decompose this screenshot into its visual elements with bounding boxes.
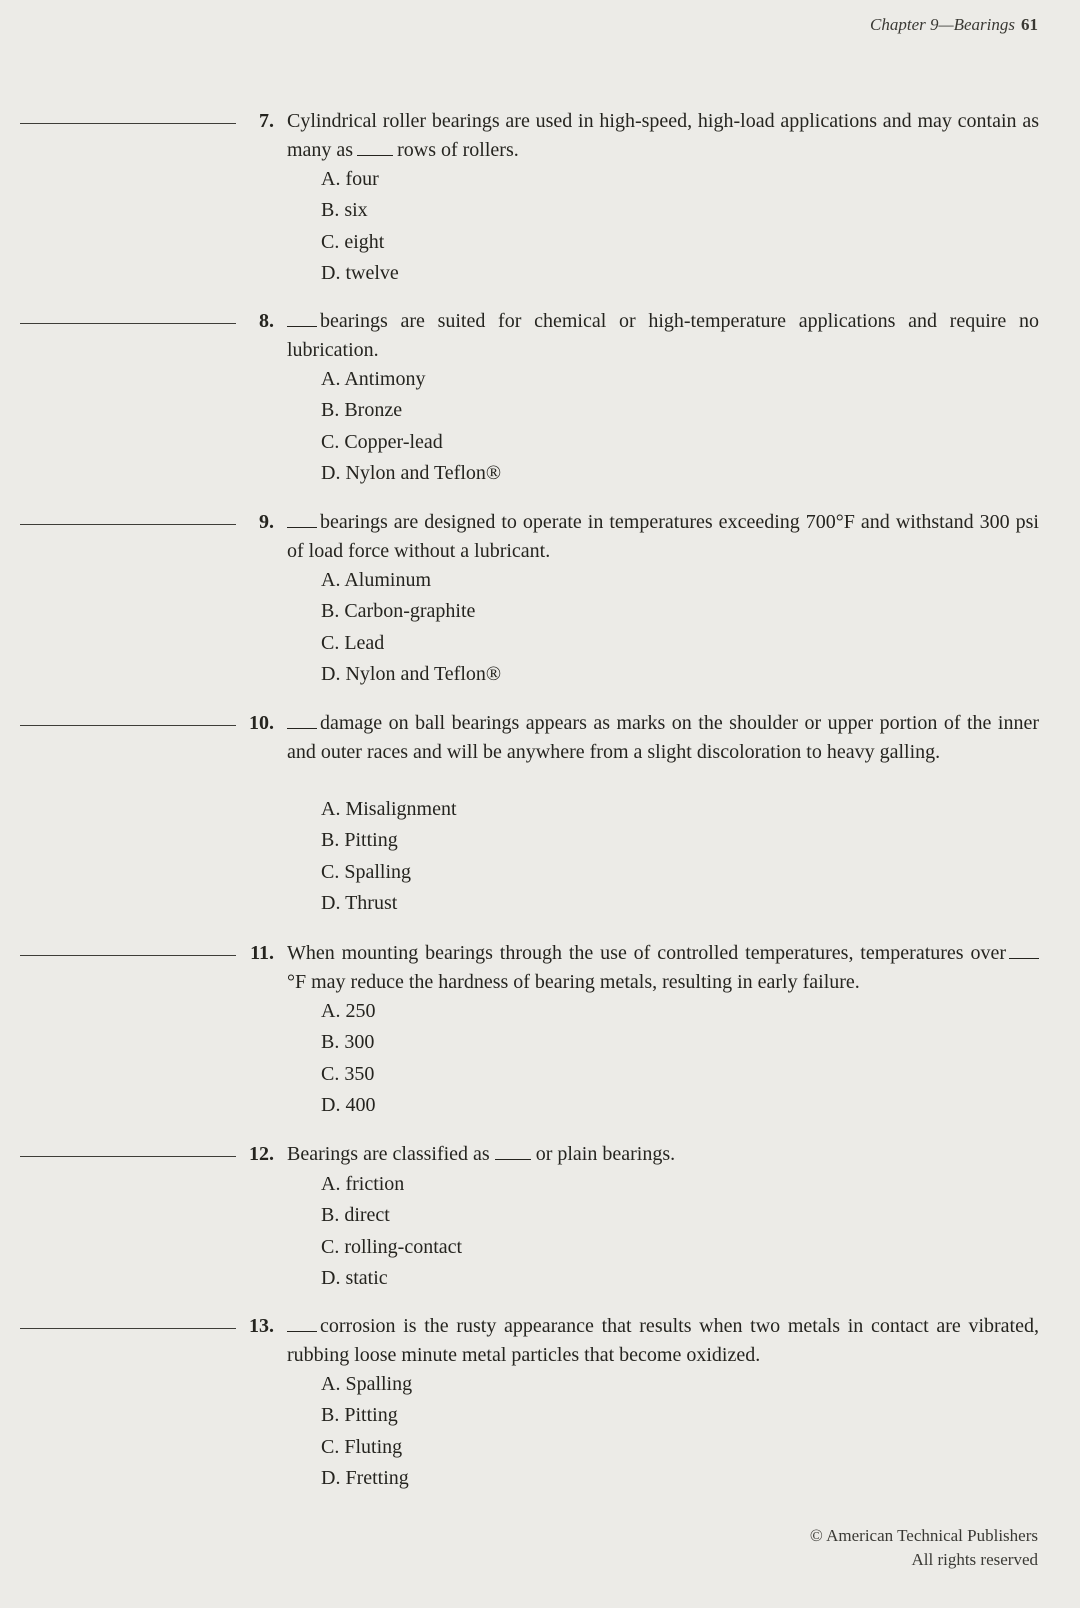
fill-blank	[287, 728, 317, 729]
question-text-after: corrosion is the rusty appearance that results when two metals in contact are vibrated, rubbing loose minute metal particles that become oxidized.	[287, 1315, 1039, 1366]
option-d: D. 400	[321, 1093, 376, 1116]
option-c: C. eight	[321, 230, 385, 253]
question-text-after: or plain bearings.	[535, 1143, 676, 1165]
fill-blank	[287, 527, 317, 528]
options-list	[321, 364, 501, 489]
answer-line[interactable]	[20, 1156, 236, 1157]
answer-line[interactable]	[20, 123, 236, 124]
answer-line[interactable]	[20, 1328, 236, 1329]
fill-blank	[495, 1159, 531, 1160]
question-text-after: °F may reduce the hardness of bearing metals, resulting in early failure.	[287, 970, 860, 993]
option-c: C. Fluting	[321, 1435, 403, 1458]
option-d: D. Nylon and Teflon®	[321, 662, 502, 685]
question-text	[287, 939, 1039, 996]
question-text	[287, 307, 1039, 364]
question-text-before: Cylindrical roller bearings are used in high-speed, high-load applications and may contain as many as	[287, 110, 1039, 161]
option-b: B. Pitting	[321, 1404, 398, 1427]
option-b: B. Carbon-graphite	[321, 600, 476, 623]
question-number: 8.	[259, 310, 274, 332]
option-b: B. Bronze	[321, 399, 403, 422]
answer-line[interactable]	[20, 524, 236, 525]
option-a: A. Antimony	[321, 368, 426, 390]
option-a: A. 250	[321, 1000, 376, 1022]
option-a: A. Spalling	[321, 1373, 413, 1395]
option-d: D. twelve	[321, 261, 399, 284]
question-text-before: When mounting bearings through the use of controlled temperatures, temperatures over	[287, 942, 1006, 964]
option-d: D. Fretting	[321, 1466, 409, 1489]
question-text	[287, 1312, 1039, 1369]
option-d: D. static	[321, 1266, 388, 1289]
question-text	[287, 709, 1039, 766]
fill-blank	[1009, 958, 1039, 959]
copyright-notice: © American Technical Publishers	[809, 1526, 1038, 1545]
question-text	[287, 508, 1039, 565]
question-number: 11.	[250, 942, 274, 964]
options-list	[321, 996, 375, 1121]
options-list	[321, 1369, 412, 1494]
question-text	[287, 107, 1039, 164]
options-list	[321, 1169, 462, 1294]
question-number: 10.	[249, 712, 274, 734]
option-a: A. four	[321, 168, 379, 190]
option-b: B. Pitting	[321, 829, 398, 852]
option-d: D. Nylon and Teflon®	[321, 461, 502, 484]
option-c: C. rolling-contact	[321, 1235, 463, 1258]
question-text	[287, 1140, 1039, 1169]
option-b: B. direct	[321, 1204, 390, 1227]
question-number: 7.	[259, 110, 274, 132]
answer-line[interactable]	[20, 955, 236, 956]
question-text-after: damage on ball bearings appears as marks on the shoulder or upper portion of the inner and outer races and will be anywhere from a slight discoloration to heavy galling.	[287, 712, 1039, 763]
rights-notice: All rights reserved	[911, 1550, 1038, 1569]
answer-line[interactable]	[20, 323, 236, 324]
options-list	[321, 565, 501, 690]
option-c: C. Spalling	[321, 860, 412, 883]
question-number: 12.	[249, 1143, 274, 1165]
options-list	[321, 794, 457, 919]
question-text-before: Bearings are classified as	[287, 1143, 490, 1165]
option-d: D. Thrust	[321, 891, 398, 914]
chapter-title: Chapter 9—Bearings	[870, 15, 1015, 34]
question-text-after: bearings are suited for chemical or high-temperature applications and require no lubrication.	[287, 310, 1039, 361]
option-c: C. Copper-lead	[321, 430, 443, 453]
options-list	[321, 164, 399, 289]
option-b: B. 300	[321, 1031, 375, 1054]
answer-line[interactable]	[20, 725, 236, 726]
option-c: C. 350	[321, 1062, 375, 1085]
option-a: A. friction	[321, 1173, 405, 1195]
option-c: C. Lead	[321, 631, 385, 654]
question-text-after: rows of rollers.	[397, 138, 519, 161]
fill-blank	[287, 326, 317, 327]
option-a: A. Aluminum	[321, 569, 432, 591]
question-number: 13.	[249, 1315, 274, 1337]
page-header	[870, 15, 1038, 35]
fill-blank	[287, 1331, 317, 1332]
page-footer	[810, 1524, 1038, 1572]
option-b: B. six	[321, 199, 368, 222]
page-number: 61	[1021, 15, 1038, 34]
question-number: 9.	[259, 511, 274, 533]
fill-blank	[357, 155, 393, 156]
option-a: A. Misalignment	[321, 798, 457, 820]
question-text-after: bearings are designed to operate in temperatures exceeding 700°F and withstand 300 psi of load force without a lubricant.	[287, 511, 1039, 562]
